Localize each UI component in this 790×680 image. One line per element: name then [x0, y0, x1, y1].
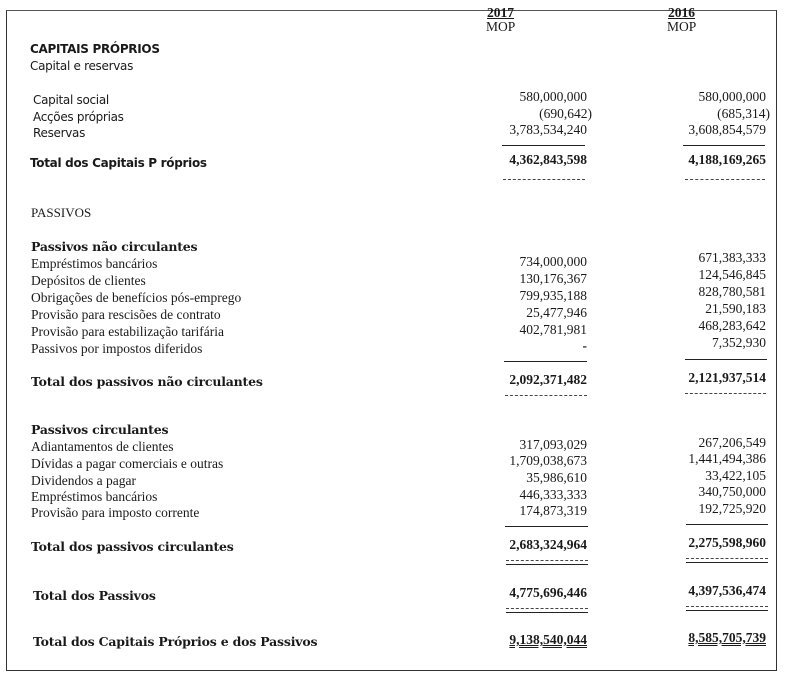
equity-item-value-2017: 3,783,534,240 — [509, 122, 587, 137]
total-double-rule — [686, 562, 768, 563]
total-dash-rule — [686, 606, 768, 607]
equity-item-value-2017: 580,000,000 — [519, 89, 587, 104]
total-dash-rule — [686, 558, 768, 559]
current-item-label: Adiantamentos de clientes — [31, 439, 174, 454]
current-total-2016: 2,275,598,960 — [688, 535, 766, 550]
equity-item-value-2016: 580,000,000 — [698, 89, 766, 104]
subtotal-rule — [502, 145, 585, 146]
subtotal-rule — [683, 145, 765, 146]
non-current-total-2016: 2,121,937,514 — [688, 370, 766, 385]
non-current-total-2017: 2,092,371,482 — [509, 372, 587, 387]
current-item-label: Dividendos a pagar — [31, 473, 136, 488]
total-dash-rule — [505, 395, 587, 396]
subtotal-rule — [686, 524, 768, 525]
grand-total-label: Total dos Capitais Próprios e dos Passivos — [33, 634, 318, 649]
non-current-value-2017: 799,935,188 — [519, 288, 587, 303]
non-current-total-label: Total dos passivos não circulantes — [31, 374, 263, 389]
currency-2017: MOP — [486, 19, 516, 34]
current-value-2017: 446,333,333 — [519, 487, 587, 502]
total-double-rule — [686, 610, 768, 611]
grand-total-2017 — [427, 632, 587, 648]
non-current-value-2016: 21,590,183 — [705, 301, 766, 316]
non-current-value-2017: 130,176,367 — [519, 271, 587, 286]
current-item-label: Provisão para imposto corrente — [31, 505, 200, 520]
grand-total-2017-value: 9,138,540,044 — [509, 632, 587, 647]
grand-total-2016 — [606, 630, 766, 646]
current-total-2017: 2,683,324,964 — [509, 537, 587, 552]
total-dash-rule — [685, 393, 766, 394]
liabilities-total-2017: 4,775,696,446 — [509, 585, 587, 600]
equity-total-2017: 4,362,843,598 — [509, 152, 587, 167]
subtotal-rule — [685, 359, 767, 360]
non-current-value-2016: 828,780,581 — [698, 284, 766, 299]
total-dash-rule — [503, 179, 585, 180]
equity-item-value-2016: (685,314) — [717, 106, 770, 121]
current-item-label: Empréstimos bancários — [31, 489, 158, 504]
equity-item-label: Acções próprias — [33, 110, 124, 124]
non-current-item-label: Provisão para rescisões de contrato — [31, 307, 221, 322]
non-current-value-2016: 671,383,333 — [698, 250, 766, 265]
current-heading: Passivos circulantes — [31, 422, 169, 437]
column-header-2017: 2017 — [487, 5, 514, 20]
non-current-item-label: Empréstimos bancários — [31, 256, 158, 271]
non-current-item-label: Provisão para estabilização tarifária — [31, 324, 225, 339]
total-dash-rule — [685, 179, 765, 180]
non-current-item-label: Obrigações de benefícios pós-emprego — [31, 290, 242, 305]
equity-total-2016: 4,188,169,265 — [688, 152, 766, 167]
non-current-value-2017: 734,000,000 — [519, 254, 587, 269]
equity-item-label: Reservas — [33, 126, 86, 140]
non-current-item-label: Passivos por impostos diferidos — [31, 341, 203, 356]
subtotal-rule — [504, 361, 587, 362]
column-header-2016: 2016 — [668, 5, 695, 20]
non-current-value-2016: 7,352,930 — [712, 335, 766, 350]
non-current-value-2017: - — [582, 338, 587, 353]
equity-item-label: Capital social — [33, 93, 109, 107]
equity-item-value-2016: 3,608,854,579 — [688, 122, 766, 137]
non-current-value-2017: 402,781,981 — [519, 322, 587, 337]
current-value-2016: 1,441,494,386 — [688, 451, 766, 466]
current-value-2017: 174,873,319 — [519, 503, 587, 518]
subtotal-rule — [505, 526, 588, 527]
current-value-2017: 35,986,610 — [526, 470, 587, 485]
equity-item-value-2017: (690,642) — [539, 106, 592, 121]
total-double-rule — [506, 564, 588, 565]
current-value-2016: 33,422,105 — [705, 468, 766, 483]
current-item-label: Dívidas a pagar comerciais e outras — [31, 456, 224, 471]
liabilities-total-2016: 4,397,536,474 — [688, 583, 766, 598]
current-value-2016: 267,206,549 — [698, 435, 766, 450]
total-double-rule — [506, 612, 588, 613]
non-current-value-2017: 25,477,946 — [526, 305, 587, 320]
current-value-2016: 340,750,000 — [698, 484, 766, 499]
liabilities-heading: PASSIVOS — [31, 205, 92, 220]
current-value-2017: 1,709,038,673 — [509, 453, 587, 468]
equity-subheading: Capital e reservas — [30, 59, 134, 73]
current-value-2017: 317,093,029 — [519, 437, 587, 452]
non-current-value-2016: 468,283,642 — [698, 318, 766, 333]
grand-total-2016-value: 8,585,705,739 — [688, 630, 766, 645]
equity-heading: CAPITAIS PRÓPRIOS — [30, 42, 160, 56]
liabilities-total-label: Total dos Passivos — [33, 588, 156, 603]
total-dash-rule — [506, 560, 588, 561]
current-value-2016: 192,725,920 — [698, 501, 766, 516]
total-dash-rule — [506, 608, 588, 609]
non-current-item-label: Depósitos de clientes — [31, 273, 146, 288]
equity-total-label: Total dos Capitais P róprios — [30, 156, 207, 170]
current-total-label: Total dos passivos circulantes — [31, 539, 234, 554]
non-current-value-2016: 124,546,845 — [698, 267, 766, 282]
currency-2016: MOP — [667, 19, 697, 34]
non-current-heading: Passivos não circulantes — [31, 239, 198, 254]
